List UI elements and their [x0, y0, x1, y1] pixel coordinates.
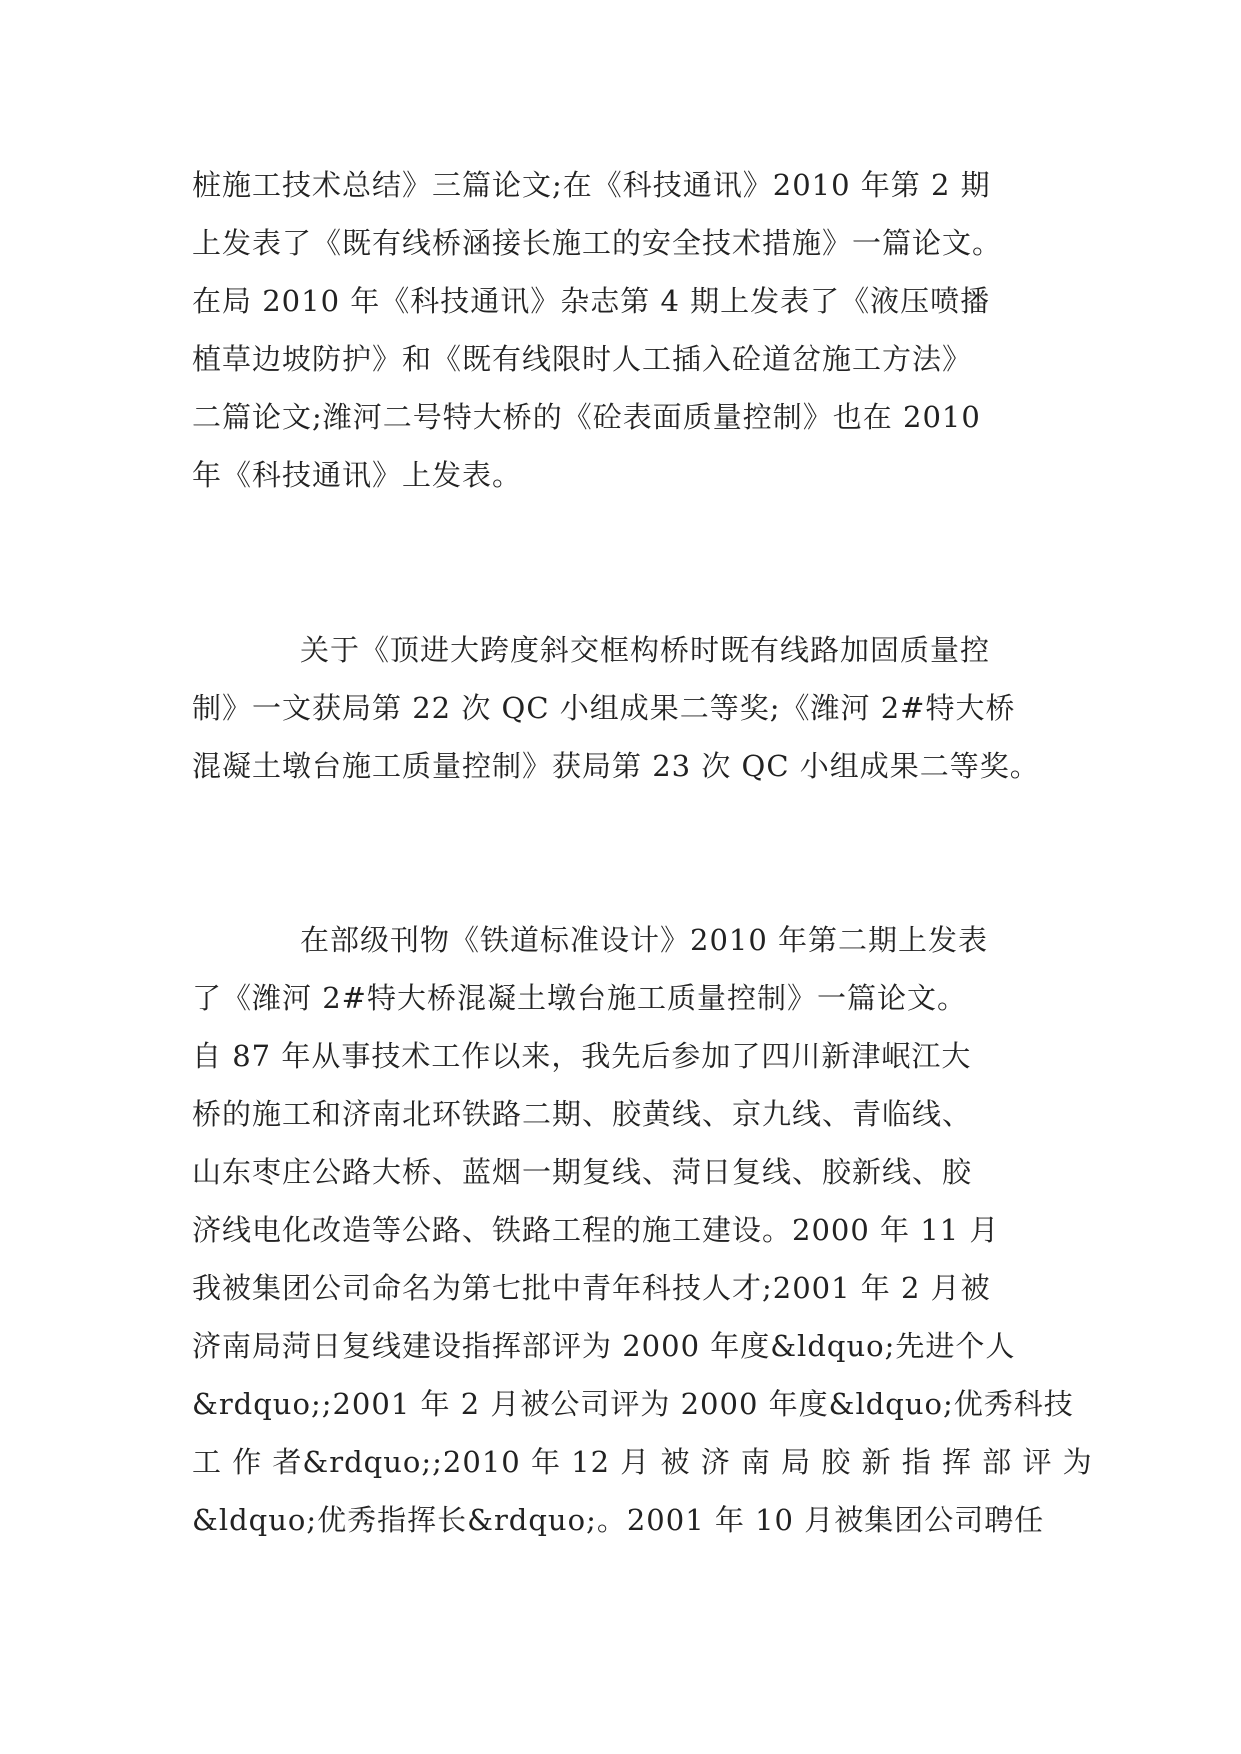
text-line: &ldquo;优秀指挥长&rdquo;。2001 年 10 月被集团公司聘任 [192, 1503, 1045, 1537]
text-line: 了《潍河 2#特大桥混凝土墩台施工质量控制》一篇论文。 [192, 981, 967, 1015]
text-line: 在部级刊物《铁道标准设计》2010 年第二期上发表 [300, 923, 989, 957]
text-line: 二篇论文;潍河二号特大桥的《砼表面质量控制》也在 2010 [192, 400, 981, 434]
text-line: 桩施工技术总结》三篇论文;在《科技通讯》2010 年第 2 期 [192, 168, 991, 202]
text-line: 植草边坡防护》和《既有线限时人工插入砼道岔施工方法》 [192, 342, 973, 376]
text-line: 工 作 者&rdquo;;2010 年 12 月 被 济 南 局 胶 新 指 挥 部 评 为 [192, 1445, 1093, 1479]
text-line: &rdquo;;2001 年 2 月被公司评为 2000 年度&ldquo;优秀科技 [192, 1387, 1074, 1421]
text-line: 关于《顶进大跨度斜交框构桥时既有线路加固质量控 [300, 633, 991, 667]
text-line: 山东枣庄公路大桥、蓝烟一期复线、菏日复线、胶新线、胶 [192, 1155, 973, 1189]
paragraph-publications [192, 156, 1062, 504]
text-line: 混凝土墩台施工质量控制》获局第 23 次 QC 小组成果二等奖。 [192, 749, 1040, 783]
text-line: 桥的施工和济南北环铁路二期、胶黄线、京九线、青临线、 [192, 1097, 973, 1131]
text-line: 制》一文获局第 22 次 QC 小组成果二等奖;《潍河 2#特大桥 [192, 691, 1016, 725]
paragraph-career-summary [192, 911, 1093, 1549]
text-line: 济南局菏日复线建设指挥部评为 2000 年度&ldquo;先进个人 [192, 1329, 1016, 1363]
text-line: 在局 2010 年《科技通讯》杂志第 4 期上发表了《液压喷播 [192, 284, 991, 318]
text-line: 自 87 年从事技术工作以来，我先后参加了四川新津岷江大 [192, 1039, 972, 1073]
text-line: 济线电化改造等公路、铁路工程的施工建设。2000 年 11 月 [192, 1213, 1000, 1247]
paragraph-qc-awards [192, 621, 1062, 795]
text-line: 上发表了《既有线桥涵接长施工的安全技术措施》一篇论文。 [192, 226, 1003, 260]
text-line: 我被集团公司命名为第七批中青年科技人才;2001 年 2 月被 [192, 1271, 991, 1305]
text-line: 年《科技通讯》上发表。 [192, 458, 523, 492]
